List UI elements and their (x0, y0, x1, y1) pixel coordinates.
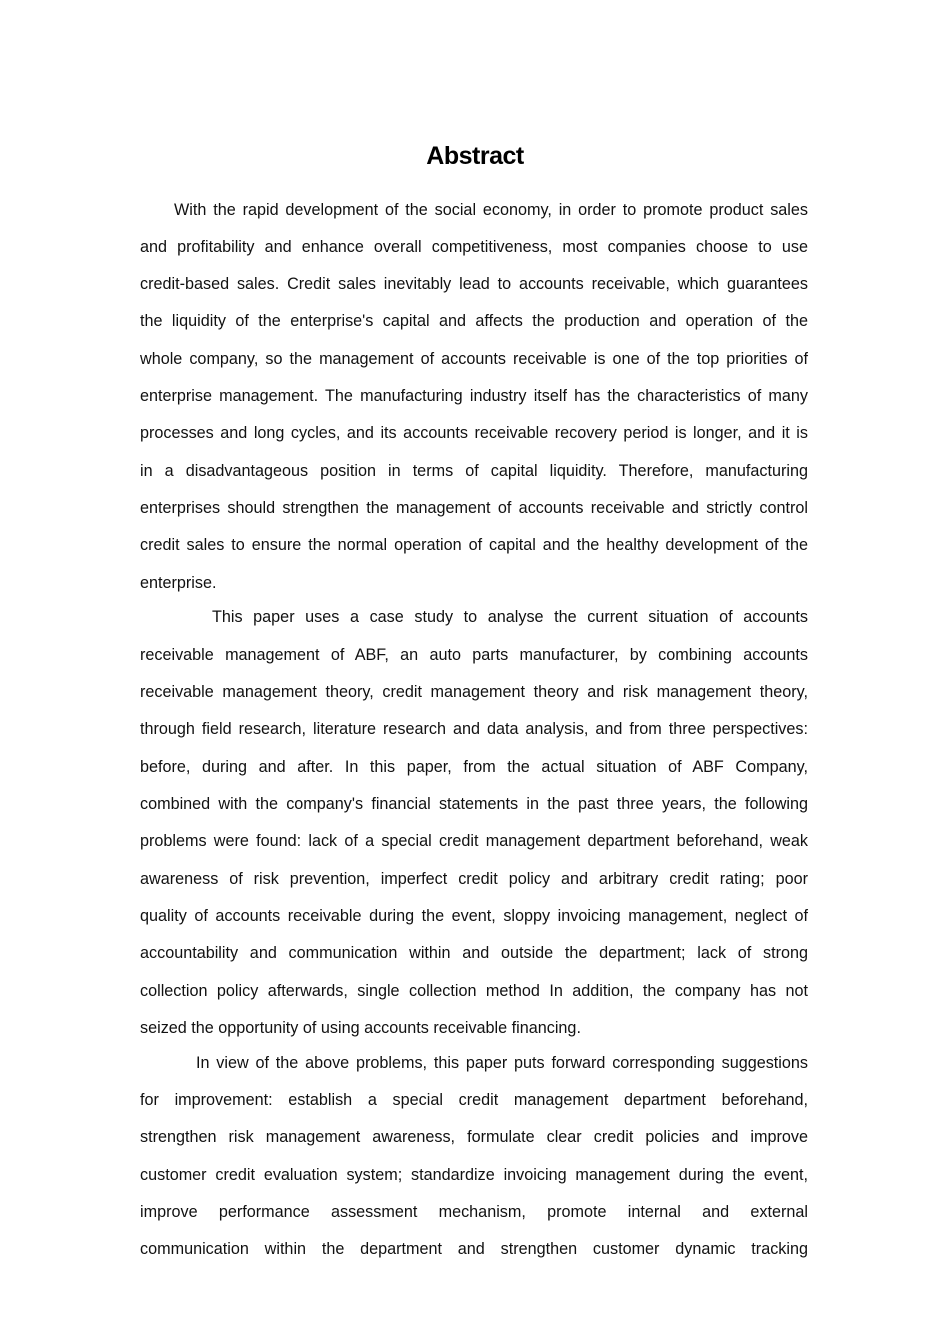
text-line: awareness of risk prevention, imperfect credit policy and arbitrary credit rating; poor (140, 870, 808, 888)
text-line: enterprises should strengthen the management of accounts receivable and strictly control (140, 499, 808, 517)
text-line: combined with the company's financial statements in the past three years, the following (140, 795, 808, 813)
text-line: problems were found: lack of a special credit management department beforehand, weak (140, 832, 808, 850)
text-line: accountability and communication within and outside the department; lack of strong (140, 944, 808, 962)
text-line: through field research, literature research and data analysis, and from three perspectives: (140, 720, 808, 738)
text-line: whole company, so the management of accounts receivable is one of the top priorities of (140, 350, 808, 368)
text-line: enterprise. (140, 574, 217, 592)
text-line: enterprise management. The manufacturing industry itself has the characteristics of many (140, 387, 808, 405)
text-line: processes and long cycles, and its accounts receivable recovery period is longer, and it is (140, 424, 808, 442)
text-line: receivable management of ABF, an auto parts manufacturer, by combining accounts (140, 646, 808, 664)
text-line: in a disadvantageous position in terms of capital liquidity. Therefore, manufacturing (140, 462, 808, 480)
text-line: receivable management theory, credit management theory and risk management theory, (140, 683, 808, 701)
text-line: seized the opportunity of using accounts receivable financing. (140, 1019, 581, 1037)
text-line: communication within the department and strengthen customer dynamic tracking (140, 1240, 808, 1258)
text-line: the liquidity of the enterprise's capital and affects the production and operation of the (140, 312, 808, 330)
text-line: quality of accounts receivable during the event, sloppy invoicing management, neglect of (140, 907, 808, 925)
text-line: In view of the above problems, this paper puts forward corresponding suggestions (196, 1054, 808, 1072)
text-line: and profitability and enhance overall competitiveness, most companies choose to use (140, 238, 808, 256)
text-line: customer credit evaluation system; standardize invoicing management during the event, (140, 1166, 808, 1184)
text-line: collection policy afterwards, single collection method In addition, the company has not (140, 982, 808, 1000)
text-line: credit-based sales. Credit sales inevitably lead to accounts receivable, which guarantees (140, 275, 808, 293)
text-line: With the rapid development of the social economy, in order to promote product sales (174, 201, 808, 219)
text-line: improve performance assessment mechanism, promote internal and external (140, 1203, 808, 1221)
text-line: before, during and after. In this paper, from the actual situation of ABF Company, (140, 758, 808, 776)
abstract-title: Abstract (426, 142, 524, 170)
text-line: for improvement: establish a special credit management department beforehand, (140, 1091, 808, 1109)
text-line: strengthen risk management awareness, formulate clear credit policies and improve (140, 1128, 808, 1146)
text-line: This paper uses a case study to analyse the current situation of accounts (212, 608, 808, 626)
text-line: credit sales to ensure the normal operation of capital and the healthy development of the (140, 536, 808, 554)
